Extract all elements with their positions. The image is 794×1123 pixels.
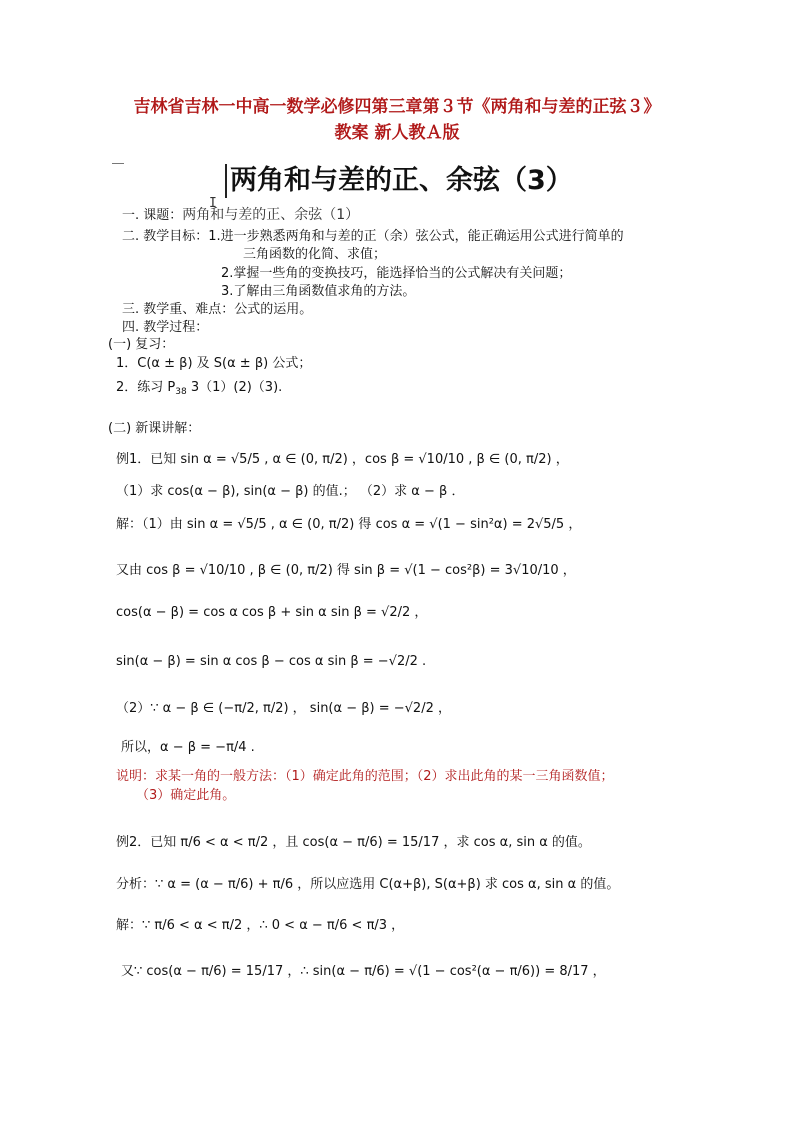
example-2-analysis: 分析：∵ α = (α − π/6) + π/6 ，所以应选用 C(α+β), S(α+β) 求 cos α, sin α 的值。 bbox=[116, 877, 620, 892]
section-topic-value: 两角和与差的正、余弦（1） bbox=[182, 207, 360, 223]
example-2-solution-1: 解：∵ π/6 < α < π/2 ，∴ 0 < α − π/6 < π/3 ， bbox=[116, 918, 405, 933]
section-process: 四. 教学过程： bbox=[122, 320, 209, 335]
example-2-solution-2: 又∵ cos(α − π/6) = 15/17 ，∴ sin(α − π/6) = √(1 − cos²(α − π/6)) = 8/17 ， bbox=[121, 964, 606, 979]
section-goals-label: 二. 教学目标： bbox=[122, 229, 209, 244]
note-line-2: （3）确定此角。 bbox=[136, 788, 236, 803]
example-1-solution-4: sin(α − β) = sin α cos β − cos α sin β = −√2/2 . bbox=[116, 654, 427, 669]
review-label: (一) 复习： bbox=[108, 337, 175, 352]
page-dash bbox=[112, 163, 124, 164]
text-cursor-icon: I bbox=[209, 196, 217, 211]
example-1-ask: （1）求 cos(α − β), sin(α − β) 的值.； （2）求 α − β ． bbox=[116, 484, 465, 499]
note-line-1: 说明：求某一角的一般方法：（1）确定此角的范围；（2）求出此角的某一三角函数值； bbox=[116, 769, 614, 784]
header-line-1: 吉林省吉林一中高一数学必修四第三章第３节《两角和与差的正弦３》 bbox=[133, 97, 661, 117]
goal-3: 3.了解由三角函数值求角的方法。 bbox=[221, 284, 416, 299]
section-topic-label: 一. 课题： bbox=[122, 208, 183, 223]
header-line-2: 教案 新人教Ａ版 bbox=[334, 123, 460, 143]
example-2-given: 例2．已知 π/6 < α < π/2 ，且 cos(α − π/6) = 15/17 ，求 cos α, sin α 的值。 bbox=[116, 835, 591, 850]
goal-1a: 1.进一步熟悉两角和与差的正（余）弦公式，能正确运用公式进行简单的 bbox=[208, 229, 624, 244]
example-1-solution-5: （2）∵ α − β ∈ (−π/2, π/2) ， sin(α − β) = −√2/2 ， bbox=[116, 701, 451, 716]
example-1-solution-2: 又由 cos β = √10/10 , β ∈ (0, π/2) 得 sin β = √(1 − cos²β) = 3√10/10 ， bbox=[116, 563, 576, 578]
example-1-solution-3: cos(α − β) = cos α cos β + sin α sin β = √2/2 ， bbox=[116, 605, 428, 620]
example-1-solution-6: 所以，α − β = −π/4 . bbox=[121, 740, 255, 755]
goal-2: 2.掌握一些角的变换技巧，能选择恰当的公式解决有关问题； bbox=[221, 266, 572, 281]
new-lesson-label: (二) 新课讲解： bbox=[108, 421, 201, 436]
section-topic bbox=[122, 206, 359, 225]
section-keypoints: 三. 教学重、难点：公式的运用。 bbox=[122, 302, 313, 317]
review-item-2-sub: 38 bbox=[175, 387, 187, 397]
goal-1b: 三角函数的化简、求值； bbox=[243, 247, 387, 262]
example-1-given: 例1．已知 sin α = √5/5 , α ∈ (0, π/2) ，cos β = √10/10 , β ∈ (0, π/2) ， bbox=[116, 452, 569, 467]
section-goals bbox=[122, 228, 624, 246]
document-header bbox=[60, 94, 734, 146]
review-item-1: 1．C(α ± β) 及 S(α ± β) 公式； bbox=[116, 356, 312, 371]
review-item-2-post: 3（1）(2)（3). bbox=[186, 380, 283, 395]
page-title: 两角和与差的正、余弦（3） bbox=[225, 164, 573, 198]
example-1-solution-1: 解：（1）由 sin α = √5/5 , α ∈ (0, π/2) 得 cos α = √(1 − sin²α) = 2√5/5 ， bbox=[116, 517, 582, 532]
review-item-2 bbox=[116, 379, 282, 401]
review-item-2-pre: 2．练习 P bbox=[116, 380, 176, 395]
